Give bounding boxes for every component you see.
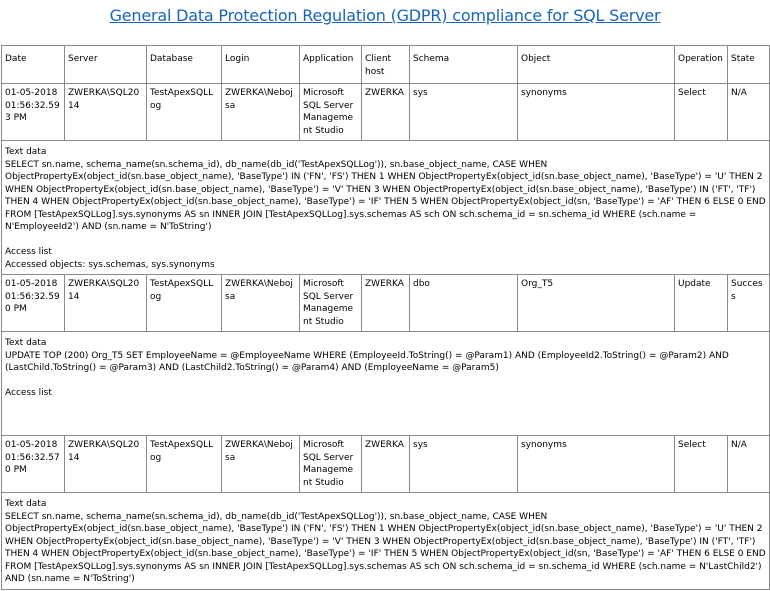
spacer [5,375,766,388]
event-detail-cell [2,493,770,590]
cell-application: Microsoft SQL Server Management Studio [300,436,362,493]
header-row [2,46,770,84]
cell-operation: Select [675,84,728,141]
audit-table [1,45,770,590]
column-header-login: Login [222,46,300,84]
cell-state: N/A [728,84,770,141]
event-row [2,84,770,141]
cell-state: Success [728,275,770,332]
cell-server: ZWERKA\SQL2014 [65,436,147,493]
cell-date: 01-05-2018 01:56:32.590 PM [2,275,65,332]
cell-object: synonyms [518,436,675,493]
event-detail-row [2,332,770,436]
text-data-value: UPDATE TOP (200) Org_T5 SET EmployeeName = @EmployeeName WHERE (EmployeeId.ToString() = @Param1) AND (EmployeeId2.ToString() = @Param2) AND (LastChild.ToString() = @Param3) AND (LastChild2.ToString() = @Param4) AND (EmployeeName = @Param5) [5,350,729,373]
event-detail-cell [2,141,770,275]
cell-schema: dbo [410,275,518,332]
column-header-client-host: Client host [362,46,410,84]
cell-server: ZWERKA\SQL2014 [65,275,147,332]
column-header-object: Object [518,46,675,84]
cell-schema: sys [410,436,518,493]
column-header-operation: Operation [675,46,728,84]
spacer [5,234,766,247]
column-header-schema: Schema [410,46,518,84]
text-data-label: Text data [5,147,47,157]
cell-operation: Select [675,436,728,493]
column-header-date: Date [2,46,65,84]
access-list-label: Access list [5,388,52,398]
cell-date: 01-05-2018 01:56:32.593 PM [2,84,65,141]
cell-client-host: ZWERKA [362,275,410,332]
cell-database: TestApexSQLLog [147,436,222,493]
column-header-application: Application [300,46,362,84]
cell-database: TestApexSQLLog [147,84,222,141]
column-header-server: Server [65,46,147,84]
cell-login: ZWERKA\Nebojsa [222,84,300,141]
cell-login: ZWERKA\Nebojsa [222,436,300,493]
event-row [2,436,770,493]
cell-schema: sys [410,84,518,141]
cell-date: 01-05-2018 01:56:32.570 PM [2,436,65,493]
access-list-label: Access list [5,247,52,257]
text-data-label: Text data [5,338,47,348]
event-detail-row [2,493,770,590]
cell-login: ZWERKA\Nebojsa [222,275,300,332]
cell-client-host: ZWERKA [362,84,410,141]
cell-application: Microsoft SQL Server Management Studio [300,84,362,141]
text-data-value: SELECT sn.name, schema_name(sn.schema_id), db_name(db_id('TestApexSQLLog')), sn.base_object_name, CASE WHEN ObjectPropertyEx(object_id(sn.base_object_name), 'BaseType') IN ('FN', 'FS') THEN 1 WHEN ObjectPropertyEx(object_id(sn.base_object_name), 'BaseType') = 'U' THEN 2 WHEN ObjectPropertyEx(object_id(sn.base_object_name), 'BaseType') = 'V' THEN 3 WHEN ObjectPropertyEx(object_id(sn.base_object_name), 'BaseType') IN ('FT', 'TF') THEN 4 WHEN ObjectPropertyEx(object_id(sn.base_object_name), 'BaseType') = 'IF' THEN 5 WHEN ObjectPropertyEx(object_id(sn, 'BaseType') = 'AF' THEN 6 ELSE 0 END FROM [TestApexSQLLog].sys.synonyms AS sn INNER JOIN [TestApexSQLLog].sys.schemas AS sch ON sch.schema_id = sn.schema_id WHERE (sch.name = N'LastChild2') AND (sn.name = N'ToString') [5,511,766,584]
cell-object: synonyms [518,84,675,141]
cell-object: Org_T5 [518,275,675,332]
cell-client-host: ZWERKA [362,436,410,493]
text-data-value: SELECT sn.name, schema_name(sn.schema_id), db_name(db_id('TestApexSQLLog')), sn.base_object_name, CASE WHEN ObjectPropertyEx(object_id(sn.base_object_name), 'BaseType') IN ('FN', 'FS') THEN 1 WHEN ObjectPropertyEx(object_id(sn.base_object_name), 'BaseType') = 'U' THEN 2 WHEN ObjectPropertyEx(object_id(sn.base_object_name), 'BaseType') = 'V' THEN 3 WHEN ObjectPropertyEx(object_id(sn.base_object_name), 'BaseType') IN ('FT', 'TF') THEN 4 WHEN ObjectPropertyEx(object_id(sn.base_object_name), 'BaseType') = 'IF' THEN 5 WHEN ObjectPropertyEx(object_id(sn, 'BaseType') = 'AF' THEN 6 ELSE 0 END FROM [TestApexSQLLog].sys.synonyms AS sn INNER JOIN [TestApexSQLLog].sys.schemas AS sch ON sch.schema_id = sn.schema_id WHERE (sch.name = N'EmployeeId2') AND (sn.name = N'ToString') [5,159,766,232]
cell-server: ZWERKA\SQL2014 [65,84,147,141]
access-list-value: Accessed objects: sys.schemas, sys.synonyms [5,259,215,270]
cell-state: N/A [728,436,770,493]
column-header-database: Database [147,46,222,84]
column-header-state: State [728,46,770,84]
report-title-link[interactable]: General Data Protection Regulation (GDPR) compliance for SQL Server [109,6,661,25]
event-detail-row [2,141,770,275]
event-detail-cell [2,332,770,436]
cell-database: TestApexSQLLog [147,275,222,332]
event-row [2,275,770,332]
cell-operation: Update [675,275,728,332]
text-data-label: Text data [5,499,47,509]
cell-application: Microsoft SQL Server Management Studio [300,275,362,332]
